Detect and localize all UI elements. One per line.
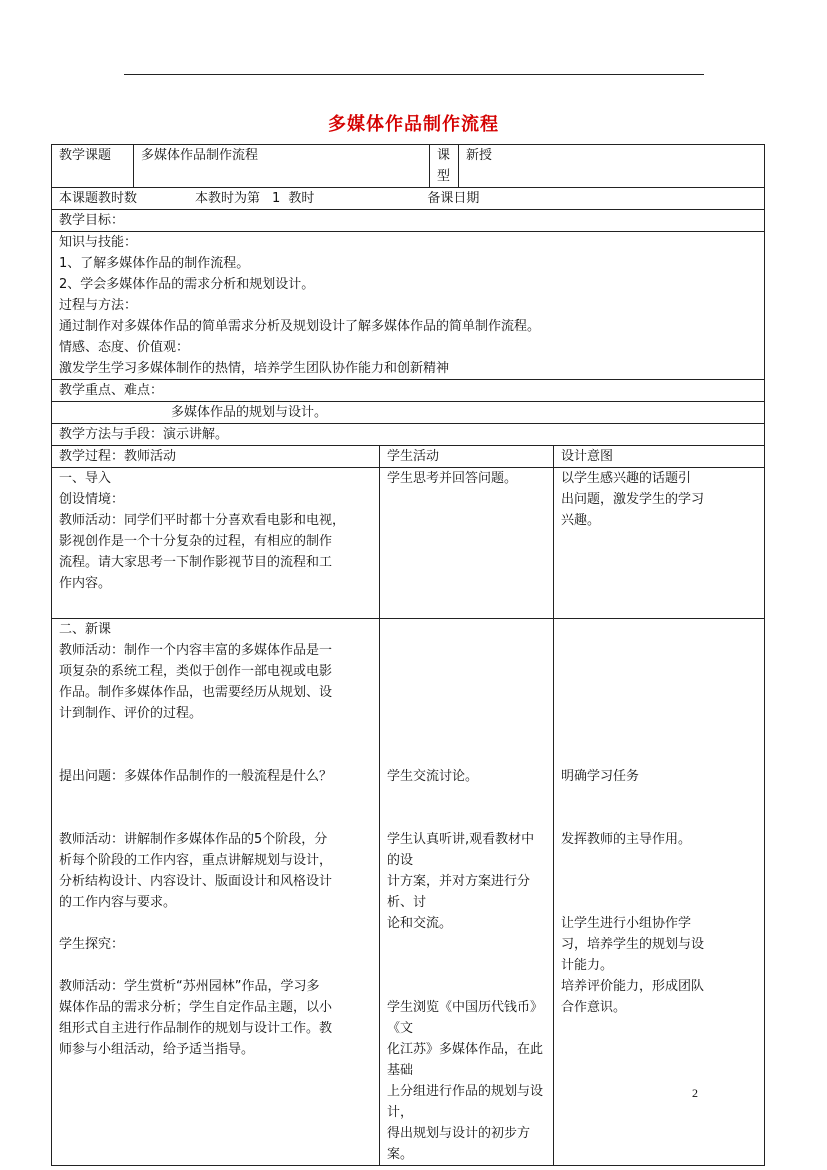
current-lesson-suffix: 教时 [288, 191, 315, 206]
process-heading: 过程与方法： [59, 298, 138, 313]
lesson-plan-table [51, 144, 765, 1166]
student-activity-header: 学生活动 [380, 446, 554, 468]
key-points-heading: 教学重点、难点： [52, 380, 765, 402]
objectives-heading-row [52, 210, 765, 232]
topic-value: 多媒体作品制作流程 [134, 145, 430, 188]
section2-teacher-line: 作品。制作多媒体作品，也需要经历从规划、设 [59, 685, 333, 700]
section1-intent [554, 468, 765, 619]
activity-teacher-line: 教师活动：学生赏析“苏州园林”作品，学习多 [59, 979, 320, 994]
explore-label: 学生探究： [59, 937, 125, 952]
emotion-text: 激发学生学习多媒体制作的热情，培养学生团队协作能力和创新精神 [59, 361, 450, 376]
section1-teacher-line: 影视创作是一个十分复杂的过程，有相应的制作 [59, 534, 333, 549]
explore-intent-line: 让学生进行小组协作学 [561, 916, 692, 931]
page-number: 2 [692, 1086, 698, 1100]
lesson-count-row [52, 188, 765, 210]
section1-teacher-line: 流程。请大家思考一下制作影视节目的流程和工 [59, 555, 333, 570]
question-student: 学生交流讨论。 [387, 769, 479, 784]
section2-student [380, 619, 554, 1166]
topic-label: 教学课题 [52, 145, 134, 188]
explain-student-line: 学生认真听讲,观看教材中的设 [387, 832, 535, 868]
emotion-heading: 情感、态度、价值观： [59, 340, 190, 355]
knowledge-item: 1、了解多媒体作品的制作流程。 [59, 256, 250, 271]
section2-teacher-line: 计到制作、评价的过程。 [59, 706, 203, 721]
section2-teacher [52, 619, 380, 1166]
explain-teacher-line: 的工作内容与要求。 [59, 895, 177, 910]
activity-student-line: 化江苏》多媒体作品，在此基础 [387, 1042, 544, 1078]
activity-student-line: 上分组进行作品的规划与设计， [387, 1084, 544, 1120]
explore-intent-line: 合作意识。 [561, 1000, 627, 1015]
section1-intent-line: 以学生感兴趣的话题引 [561, 471, 692, 486]
explain-teacher-line: 教师活动：讲解制作多媒体作品的5个阶段，分 [59, 832, 328, 847]
section1-teacher-line: 创设情境： [59, 492, 125, 507]
section1-intent-line: 兴趣。 [561, 513, 601, 528]
activity-teacher-line: 组形式自主进行作品制作的规划与设计工作。教 [59, 1021, 333, 1036]
teacher-activity-header: 教学过程：教师活动 [52, 446, 380, 468]
type-label: 课型 [430, 145, 459, 188]
activity-teacher-line: 师参与小组活动，给予适当指导。 [59, 1042, 255, 1057]
section1-teacher-line: 教师活动：同学们平时都十分喜欢看电影和电视， [59, 513, 346, 528]
section1-intent-line: 出问题，激发学生的学习 [561, 492, 705, 507]
lesson-count-cell [52, 188, 765, 210]
section1-student-line: 学生思考并回答问题。 [387, 471, 518, 486]
topic-row [52, 145, 765, 188]
activity-student-line: 得出规划与设计的初步方案。 [387, 1126, 531, 1162]
section1-teacher-line: 一、导入 [59, 471, 112, 486]
section1-teacher [52, 468, 380, 619]
knowledge-heading: 知识与技能： [59, 235, 138, 250]
section2-intent [554, 619, 765, 1166]
question-intent: 明确学习任务 [561, 769, 640, 784]
objectives-heading: 教学目标： [52, 210, 765, 232]
activity-student-line: 学生浏览《中国历代钱币》《文 [387, 1000, 544, 1036]
explore-intent-line: 培养评价能力，形成团队 [561, 979, 705, 994]
methods-row [52, 424, 765, 446]
section2-teacher-line: 教师活动：制作一个内容丰富的多媒体作品是一 [59, 643, 333, 658]
explain-intent: 发挥教师的主导作用。 [561, 832, 692, 847]
design-intent-header: 设计意图 [554, 446, 765, 468]
header-rule [124, 74, 704, 75]
explain-student-line: 论和交流。 [387, 916, 453, 931]
section1-student [380, 468, 554, 619]
lessons-label: 本课题教时数 [59, 191, 138, 206]
explain-teacher-line: 析每个阶段的工作内容，重点讲解规划与设计， [59, 853, 333, 868]
section1-row [52, 468, 765, 619]
explain-student-line: 计方案，并对方案进行分析、讨 [387, 874, 531, 910]
activity-teacher-line: 媒体作品的需求分析；学生自定作品主题，以小 [59, 1000, 333, 1015]
current-lesson-label: 本教时为第 [195, 191, 261, 206]
objectives-body-row [52, 232, 765, 380]
current-lesson-value: 1 [272, 191, 281, 206]
key-points-text: 多媒体作品的规划与设计。 [171, 405, 328, 420]
section2-row [52, 619, 765, 1166]
document-title: 多媒体作品制作流程 [328, 114, 499, 135]
key-points-row [52, 402, 765, 424]
key-points-cell [52, 402, 765, 424]
explore-intent-line: 计能力。 [561, 958, 614, 973]
explain-teacher-line: 分析结构设计、内容设计、版面设计和风格设计 [59, 874, 333, 889]
section1-teacher-line: 作内容。 [59, 576, 112, 591]
prep-date-label: 备课日期 [427, 191, 480, 206]
section2-teacher-line: 项复杂的系统工程，类似于创作一部电视或电影 [59, 664, 333, 679]
type-value: 新授 [459, 145, 765, 188]
process-header-row [52, 446, 765, 468]
key-points-heading-row [52, 380, 765, 402]
objectives-body [52, 232, 765, 380]
methods-text: 教学方法与手段：演示讲解。 [52, 424, 765, 446]
section2-teacher-line: 二、新课 [59, 622, 112, 637]
process-text: 通过制作对多媒体作品的简单需求分析及规划设计了解多媒体作品的简单制作流程。 [59, 319, 541, 334]
knowledge-item: 2、学会多媒体作品的需求分析和规划设计。 [59, 277, 315, 292]
question-text: 提出问题：多媒体作品制作的一般流程是什么？ [59, 769, 333, 784]
explore-intent-line: 习，培养学生的规划与设 [561, 937, 705, 952]
